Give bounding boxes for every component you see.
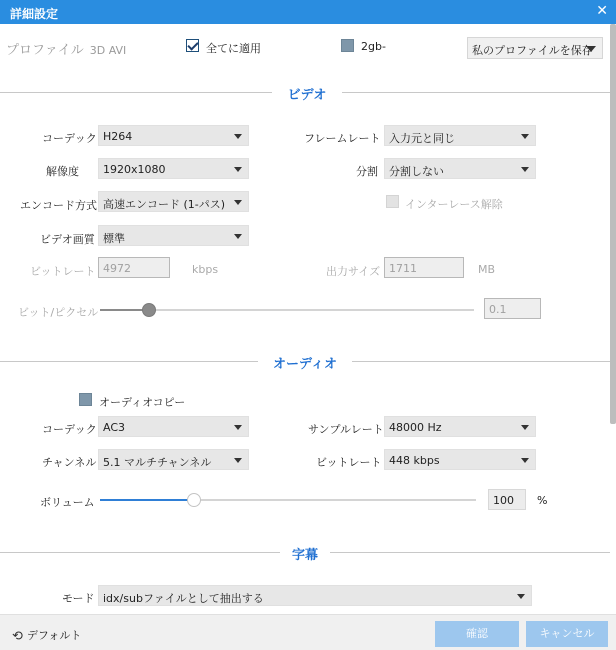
framerate-label: フレームレート [304,132,381,145]
section-title-audio: オーディオ [273,357,337,372]
split-dropdown[interactable] [384,158,536,179]
chevron-down-icon [234,200,242,205]
output-size-value: 1711 [389,262,417,275]
confirm-button[interactable]: 確認 [435,621,519,647]
samplerate-value: 48000 Hz [389,421,442,434]
scrollbar[interactable] [610,24,616,424]
video-bitrate-input[interactable] [98,257,170,278]
default-button[interactable] [12,627,81,644]
chevron-down-icon [234,458,242,463]
default-label: デフォルト [26,629,82,642]
channel-label: チャンネル [42,456,97,469]
footer-bar [0,614,616,650]
audio-bitrate-dropdown[interactable] [384,449,536,470]
size-label: 2gb- [361,40,386,53]
chevron-down-icon [586,46,596,52]
samplerate-label: サンプルレート [308,423,384,436]
audio-copy-checkbox[interactable] [79,393,92,406]
profile-name [6,39,126,58]
reset-icon: ⟲ [12,629,23,644]
encode-dropdown[interactable] [98,191,249,212]
chevron-down-icon [234,167,242,172]
quality-label: ビデオ画質 [40,233,95,246]
window-title: 詳細設定 [10,7,59,21]
title-bar [0,0,616,24]
audio-copy-label: オーディオコピー [99,396,186,409]
volume-input[interactable] [488,489,526,510]
profile-label: プロファイル [6,43,84,58]
audio-codec-label: コーデック [42,423,97,436]
chevron-down-icon [521,134,529,139]
chevron-down-icon [517,594,525,599]
divider [0,361,258,362]
divider [352,361,610,362]
chevron-down-icon [234,425,242,430]
chevron-down-icon [521,167,529,172]
deinterlace-label: インターレース解除 [405,198,503,211]
subtitle-mode-value: idx/subファイルとして抽出する [103,592,264,605]
volume-label: ボリューム [40,496,95,509]
output-size-input[interactable] [384,257,464,278]
output-size-label: 出力サイズ [326,265,381,278]
channel-dropdown[interactable] [98,449,249,470]
deinterlace-checkbox[interactable] [386,195,399,208]
close-icon[interactable]: ✕ [596,3,608,19]
resolution-value: 1920x1080 [103,163,166,176]
video-codec-dropdown[interactable] [98,125,249,146]
volume-slider-fill [100,499,194,501]
volume-value: 100 [493,494,514,507]
divider [0,552,280,553]
audio-codec-value: AC3 [103,421,126,434]
video-bitrate-unit: kbps [192,263,219,276]
volume-unit: % [537,494,548,507]
channel-value: 5.1 マルチチャンネル [103,456,212,469]
quality-dropdown[interactable] [98,225,249,246]
audio-bitrate-label: ビットレート [316,456,382,469]
size-checkbox[interactable] [341,39,354,52]
samplerate-dropdown[interactable] [384,416,536,437]
audio-codec-dropdown[interactable] [98,416,249,437]
bits-per-pixel-slider-thumb[interactable] [142,303,156,317]
save-profile-label: 私のプロファイルを保存 [472,44,593,57]
bits-per-pixel-input[interactable] [484,298,541,319]
video-codec-value: H264 [103,130,133,143]
save-profile-button[interactable] [467,37,603,59]
chevron-down-icon [234,234,242,239]
volume-slider-thumb[interactable] [187,493,201,507]
framerate-value: 入力元と同じ [389,132,455,145]
codec-label: コーデック [42,132,97,145]
chevron-down-icon [234,134,242,139]
encode-value: 高速エンコード (1-パス) [103,198,226,211]
chevron-down-icon [521,458,529,463]
cancel-button[interactable]: キャンセル [526,621,608,647]
profile-format: 3D AVI [89,44,127,57]
resolution-dropdown[interactable] [98,158,249,179]
apply-all-checkbox[interactable] [186,39,199,52]
divider [0,92,272,93]
output-size-unit: MB [478,263,496,276]
mode-label: モード [62,592,95,605]
section-title-video: ビデオ [287,88,327,103]
split-value: 分割しない [389,165,444,178]
quality-value: 標準 [103,232,125,245]
audio-bitrate-value: 448 kbps [389,454,440,467]
framerate-dropdown[interactable] [384,125,536,146]
video-bitrate-value: 4972 [103,262,131,275]
subtitle-mode-dropdown[interactable] [98,585,532,606]
bits-per-pixel-slider-track[interactable] [100,309,474,311]
bits-per-pixel-value: 0.1 [489,303,507,316]
encode-label: エンコード方式 [20,199,97,212]
chevron-down-icon [521,425,529,430]
video-bitrate-label: ビットレート [30,265,96,278]
resolution-label: 解像度 [46,165,79,178]
apply-all-label: 全てに適用 [206,42,261,55]
section-title-subtitle: 字幕 [291,548,318,563]
divider [330,552,610,553]
divider [342,92,610,93]
bits-per-pixel-label: ビット/ピクセル [18,306,99,319]
split-label: 分割 [356,165,378,178]
